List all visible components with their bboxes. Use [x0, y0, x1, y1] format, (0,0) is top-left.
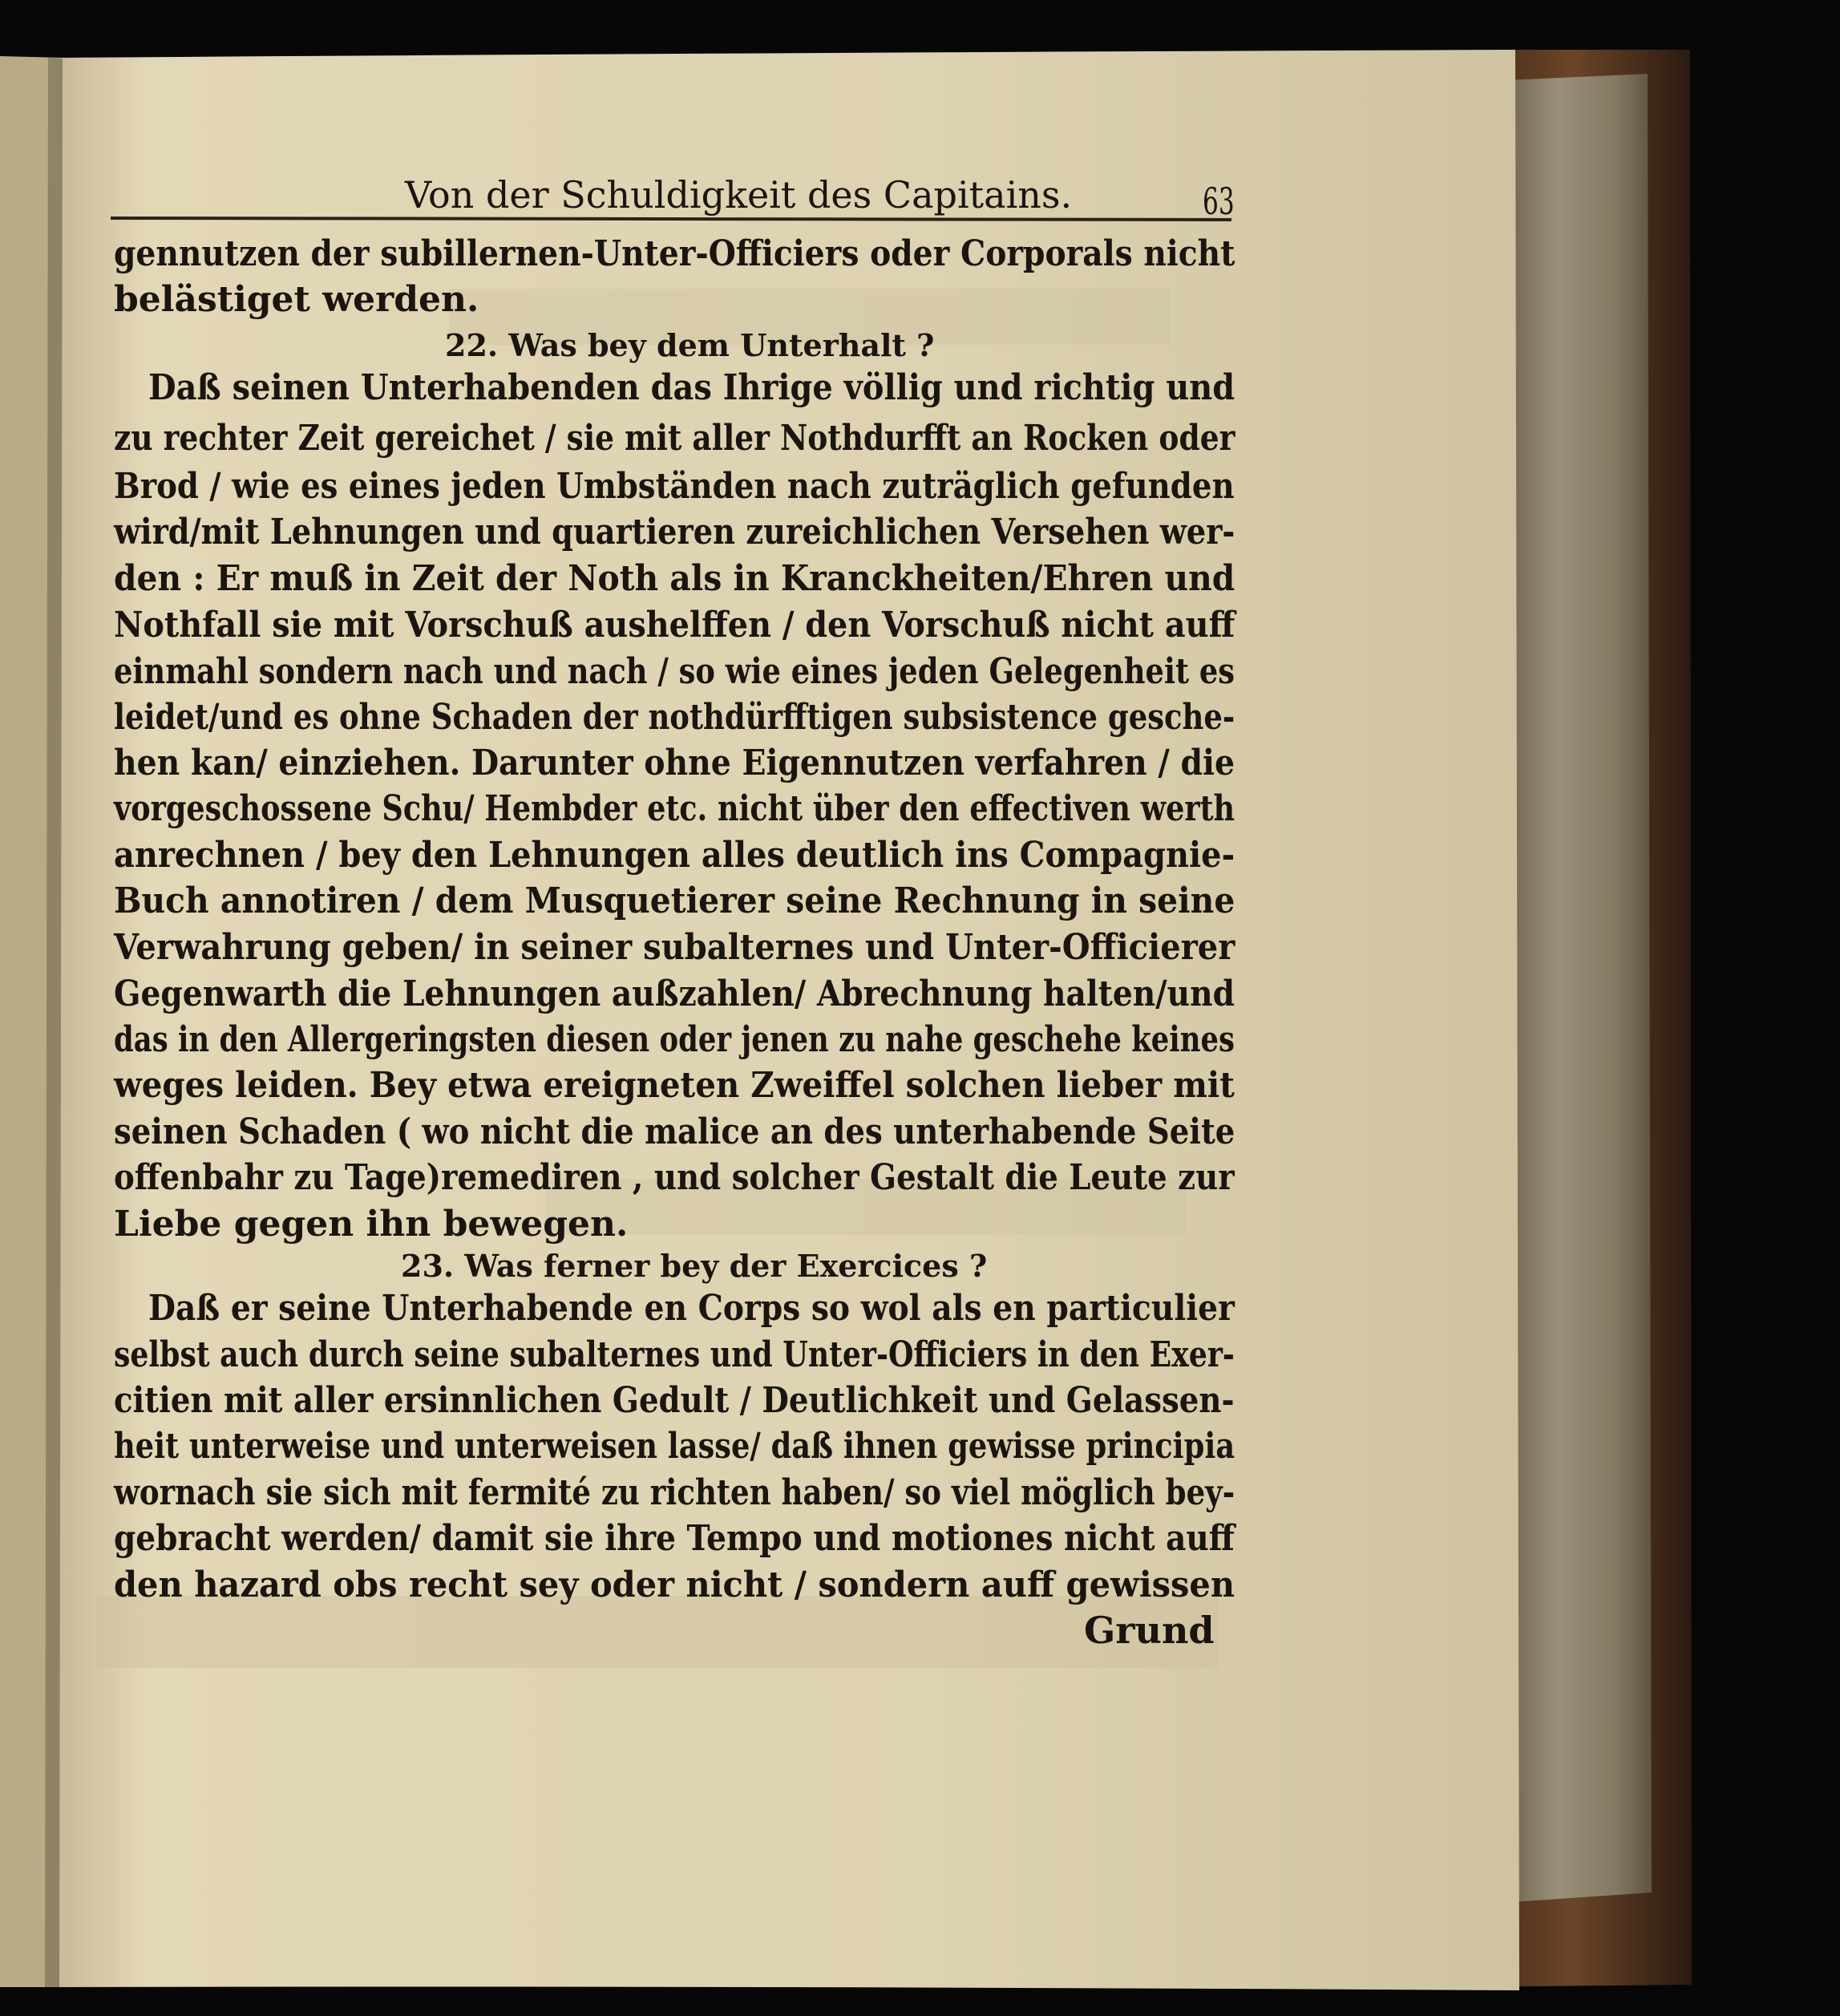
text-line: Nothfall sie mit Vorschuß aushelffen / den Vorschuß nicht auff: [114, 605, 1235, 646]
text-line: einmahl sondern nach und nach / so wie eines jeden Gelegenheit es: [114, 651, 1235, 692]
text-line: vorgeschossene Schu/ Hembder etc. nicht über den effectiven werth: [114, 788, 1235, 829]
text-line: wird/mit Lehnungen und quartieren zureichlichen Versehen wer-: [114, 512, 1235, 553]
text-line: Liebe gegen ihn bewegen.: [114, 1204, 629, 1245]
text-line: belästiget werden.: [114, 279, 479, 320]
text-line: Gegenwarth die Lehnungen außzahlen/ Abrechnung halten/und: [114, 974, 1235, 1014]
text-line: Daß er seine Unterhabende en Corps so wol als en particulier: [148, 1288, 1235, 1329]
text-line: Brod / wie es eines jeden Umbständen nach zuträglich gefunden: [114, 466, 1235, 507]
section-heading: 23. Was ferner bey der Exercices ?: [401, 1248, 988, 1284]
text-line: Buch annotiren / dem Musquetierer seine Rechnung in seine: [114, 880, 1235, 921]
text-line: selbst auch durch seine subalternes und Unter-Officiers in den Exer-: [114, 1334, 1235, 1375]
text-line: den : Er muß in Zeit der Noth als in Kranckheiten/Ehren und: [114, 558, 1235, 599]
text-line: gennutzen der subillernen-Unter-Officiers oder Corporals nicht: [114, 233, 1235, 274]
text-line: das in den Allergeringsten diesen oder jenen zu nahe geschehe keines: [114, 1019, 1235, 1060]
catchword: Grund: [1084, 1609, 1215, 1652]
text-line: leidet/und es ohne Schaden der nothdürfftigen subsistence gesche-: [114, 697, 1235, 738]
text-line: zu rechter Zeit gereichet / sie mit aller Nothdurfft an Rocken oder: [114, 418, 1235, 459]
text-line: Verwahrung geben/ in seiner subalternes und Unter-Officierer: [114, 927, 1235, 968]
text-line: Daß seinen Unterhabenden das Ihrige völlig und richtig und: [148, 367, 1235, 408]
text-line: weges leiden. Bey etwa ereigneten Zweiffel solchen lieber mit: [114, 1065, 1235, 1106]
text-line: wornach sie sich mit fermité zu richten haben/ so viel möglich bey-: [114, 1472, 1235, 1513]
text-line: gebracht werden/ damit sie ihre Tempo und motiones nicht auff: [114, 1518, 1235, 1559]
text-line: heit unterweise und unterweisen lasse/ daß ihnen gewisse principia: [114, 1426, 1235, 1467]
page-number: 63: [1203, 180, 1235, 223]
text-line: den hazard obs recht sey oder nicht / sondern auff gewissen: [114, 1565, 1235, 1605]
text-line: hen kan/ einziehen. Darunter ohne Eigennutzen verfahren / die: [114, 743, 1235, 783]
running-head: Von der Schuldigkeit des Capitains.: [405, 173, 1073, 217]
section-heading: 22. Was bey dem Unterhalt ?: [445, 327, 935, 363]
text-line: anrechnen / bey den Lehnungen alles deutlich ins Compagnie-: [114, 835, 1235, 876]
text-line: citien mit aller ersinnlichen Gedult / Deutlichkeit und Gelassen-: [114, 1380, 1235, 1421]
text-line: offenbahr zu Tage)remediren , und solcher Gestalt die Leute zur: [114, 1157, 1235, 1198]
text-line: seinen Schaden ( wo nicht die malice an des unterhabende Seite: [114, 1111, 1235, 1152]
